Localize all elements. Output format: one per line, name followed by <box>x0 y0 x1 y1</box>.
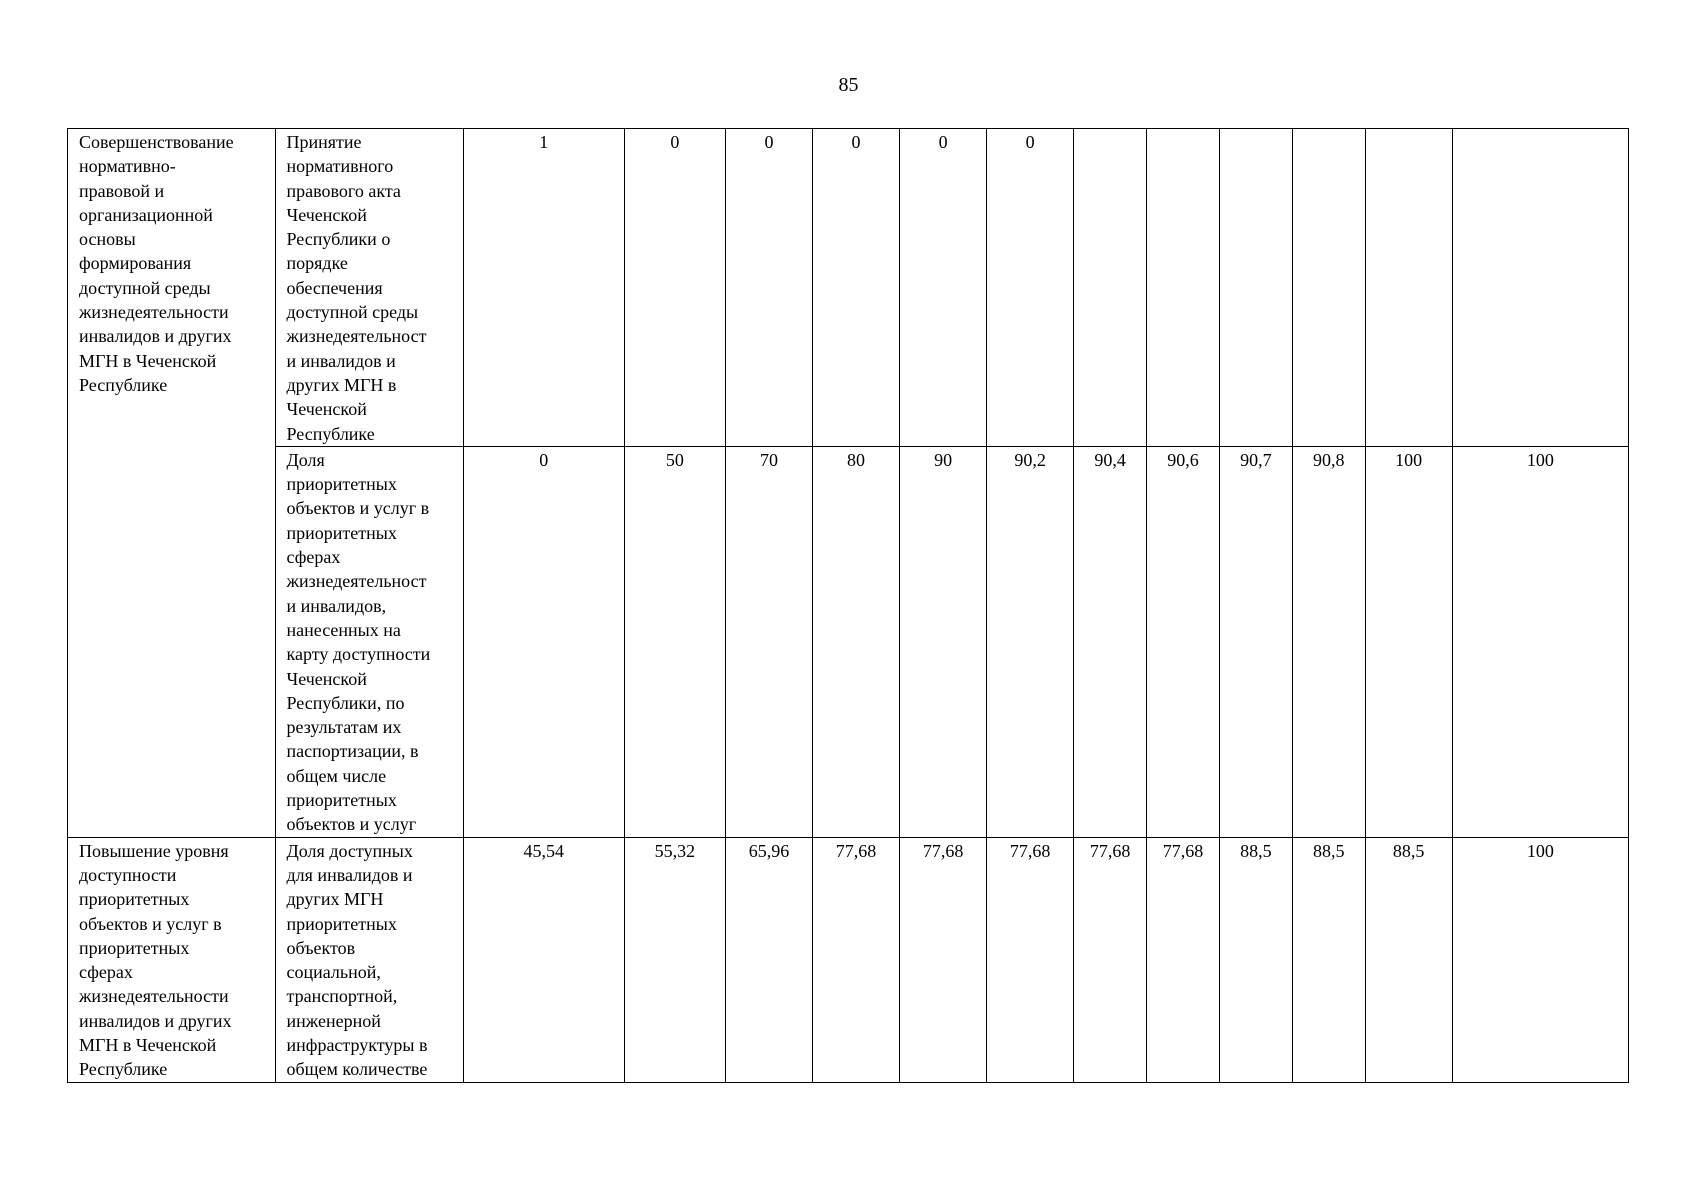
value-cell <box>1452 129 1628 447</box>
value-cell: 88,5 <box>1292 837 1365 1082</box>
value-cell: 90,2 <box>987 446 1074 837</box>
value-cell: 90,8 <box>1292 446 1365 837</box>
value-cell: 100 <box>1452 837 1628 1082</box>
value-cell: 0 <box>725 129 812 447</box>
value-cell: 90,6 <box>1147 446 1220 837</box>
value-cell: 0 <box>463 446 624 837</box>
value-cell: 50 <box>624 446 725 837</box>
value-cell: 77,68 <box>987 837 1074 1082</box>
value-cell: 55,32 <box>624 837 725 1082</box>
value-cell: 77,68 <box>813 837 900 1082</box>
indicator-cell: Доля доступных для инвалидов и других МГН приоритетных объектов социальной, транспортной, инженерной инфраструктуры в общем количестве <box>275 837 463 1082</box>
indicator-cell: Доля приоритетных объектов и услуг в приоритетных сферах жизнедеятельност и инвалидов, нанесенных на карту доступности Чеченской Республики, по результатам их паспортизации, в общем числе приоритетных объектов и услуг <box>275 446 463 837</box>
value-cell: 77,68 <box>1147 837 1220 1082</box>
table-row <box>68 837 1629 1082</box>
value-cell: 77,68 <box>1074 837 1147 1082</box>
value-cell <box>1074 129 1147 447</box>
value-cell: 65,96 <box>725 837 812 1082</box>
value-cell <box>1292 129 1365 447</box>
value-cell: 0 <box>987 129 1074 447</box>
value-cell: 88,5 <box>1365 837 1452 1082</box>
value-cell <box>1219 129 1292 447</box>
goal-cell: Повышение уровня доступности приоритетных объектов и услуг в приоритетных сферах жизнедеятельности инвалидов и других МГН в Чеченской Республике <box>68 837 276 1082</box>
value-cell: 80 <box>813 446 900 837</box>
table-row <box>68 446 1629 837</box>
value-cell: 77,68 <box>900 837 987 1082</box>
indicator-cell: Принятие нормативного правового акта Чеченской Республики о порядке обеспечения доступной среды жизнедеятельност и инвалидов и других МГН в Чеченской Республике <box>275 129 463 447</box>
value-cell: 70 <box>725 446 812 837</box>
value-cell <box>1365 129 1452 447</box>
indicators-table <box>67 128 1629 1083</box>
value-cell: 100 <box>1365 446 1452 837</box>
value-cell: 0 <box>900 129 987 447</box>
value-cell: 45,54 <box>463 837 624 1082</box>
value-cell: 1 <box>463 129 624 447</box>
table-row <box>68 129 1629 447</box>
value-cell: 88,5 <box>1219 837 1292 1082</box>
value-cell: 90 <box>900 446 987 837</box>
value-cell <box>1147 129 1220 447</box>
value-cell: 100 <box>1452 446 1628 837</box>
goal-cell: Совершенствование нормативно- правовой и организационной основы формирования доступной среды жизнедеятельности инвалидов и других МГН в Чеченской Республике <box>68 129 276 838</box>
page-number: 85 <box>838 74 859 96</box>
value-cell: 0 <box>813 129 900 447</box>
value-cell: 90,4 <box>1074 446 1147 837</box>
value-cell: 90,7 <box>1219 446 1292 837</box>
value-cell: 0 <box>624 129 725 447</box>
